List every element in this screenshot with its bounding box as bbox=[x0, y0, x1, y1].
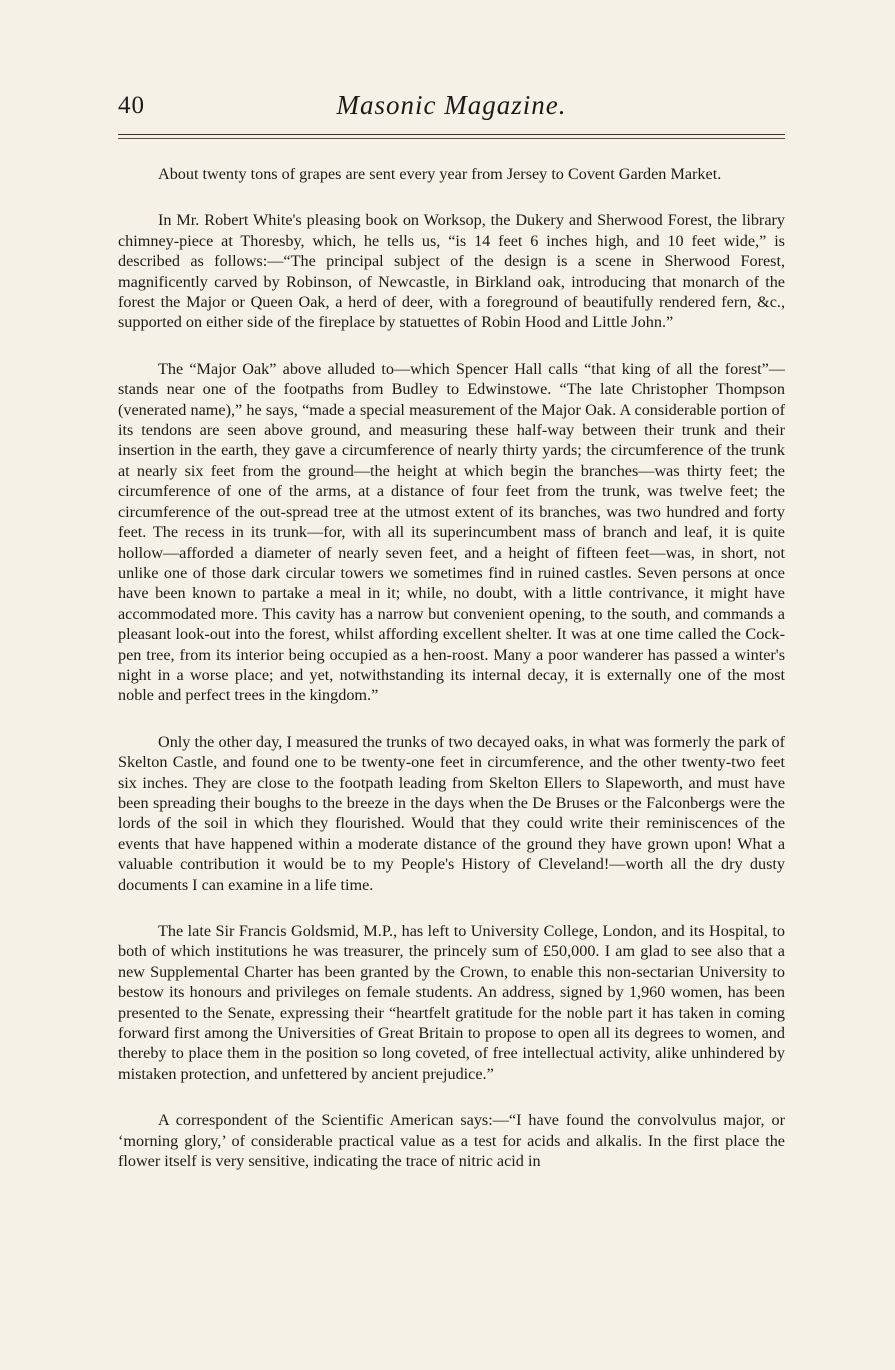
page-header bbox=[118, 92, 785, 122]
paragraph-chimney-piece: In Mr. Robert White's pleasing book on Worksop, the Dukery and Sherwood Forest, the library chimney-piece at Thoresby, which, he tells us, “is 14 feet 6 inches high, and 10 feet wide,” is described as follows:—“The principal subject of the design is a scene in Sherwood Forest, magnificently carved by Robinson, of Newcastle, in Birkland oak, introducing that monarch of the forest the Major or Queen Oak, a herd of deer, with a foreground of beautifully rendered fern, &c., supported on either side of the fireplace by statuettes of Robin Hood and Little John.” bbox=[118, 211, 785, 332]
header-rule bbox=[118, 134, 785, 135]
header-rule-thin bbox=[118, 138, 785, 139]
running-head: Masonic Magazine. bbox=[336, 90, 567, 120]
paragraph-skelton-oaks: Only the other day, I measured the trunks of two decayed oaks, in what was formerly the park of Skelton Castle, and found one to be twenty-one feet in circumference, and the other twenty-two feet six inches. They are close to the footpath leading from Skelton Ellers to Slapeworth, and must have been spreading their boughs to the breeze in the days when the De Bruses or the Falconbergs were the lords of the soil in which they flourished. Would that they could write their reminiscences of the events that have happened within a moderate distance of the ground they have grown upon! What a valuable contribution it would be to my People's History of Cleveland!—worth all the dry dusty documents I can examine in a life time. bbox=[118, 732, 785, 894]
page-number: 40 bbox=[118, 92, 145, 119]
paragraph-major-oak: The “Major Oak” above alluded to—which Spencer Hall calls “that king of all the forest”—stands near one of the footpaths from Budley to Edwinstowe. “The late Christopher Thompson (venerated name),” he says, “made a special measurement of the Major Oak. A considerable portion of its tendons are seen above ground, and measuring these half-way between their trunk and their insertion in the earth, they gave a circumference of nearly thirty yards; the circumference of the trunk at nearly six feet from the ground—the height at which begin the branches—was thirty feet; the circumference of one of the arms, at a distance of four feet from the trunk, was twelve feet; the circumference of the out-spread tree at the utmost extent of its branches, was two hundred and forty feet. The recess in its trunk—for, with all its superincumbent mass of branch and leaf, it is quite hollow—afforded a diameter of nearly seven feet, and a height of fifteen feet—was, in short, not unlike one of those dark circular towers we sometimes find in ruined castles. Seven persons at once have been known to partake a meal in it; while, no doubt, with a little contrivance, it might have accommodated more. This cavity has a narrow but convenient opening, to the south, and commands a pleasant look-out into the forest, whilst affording excellent shelter. It was at one time called the Cock-pen tree, from its interior being occupied as a hen-roost. Many a poor wanderer has passed a winter's night in a worse place; and yet, notwithstanding its internal decay, it is externally one of the most noble and perfect trees in the kingdom.” bbox=[118, 359, 785, 705]
article-body bbox=[118, 164, 785, 1171]
paragraph-grapes: About twenty tons of grapes are sent every year from Jersey to Covent Garden Market. bbox=[158, 165, 722, 183]
paragraph-convolvulus: A correspondent of the Scientific American says:—“I have found the convolvulus major, or ‘morning glory,’ of considerable practical value as a test for acids and alkalis. In the first place the flower itself is very sensitive, indicating the trace of nitric acid in bbox=[118, 1111, 785, 1171]
paragraph-goldsmid: The late Sir Francis Goldsmid, M.P., has left to University College, London, and its Hospital, to both of which institutions he was treasurer, the princely sum of £50,000. I am glad to see also that a new Supplemental Charter has been granted by the Crown, to enable this non-sectarian University to bestow its honours and privileges on female students. An address, signed by 1,960 women, has been presented to the Senate, expressing their “heartfelt gratitude for the noble part it has taken in coming forward first among the Universities of Great Britain to propose to open all its degrees to women, and thereby to place them in the position so long coveted, of free intellectual activity, alike unhindered by mistaken protection, and unfettered by ancient prejudice.” bbox=[118, 922, 785, 1083]
